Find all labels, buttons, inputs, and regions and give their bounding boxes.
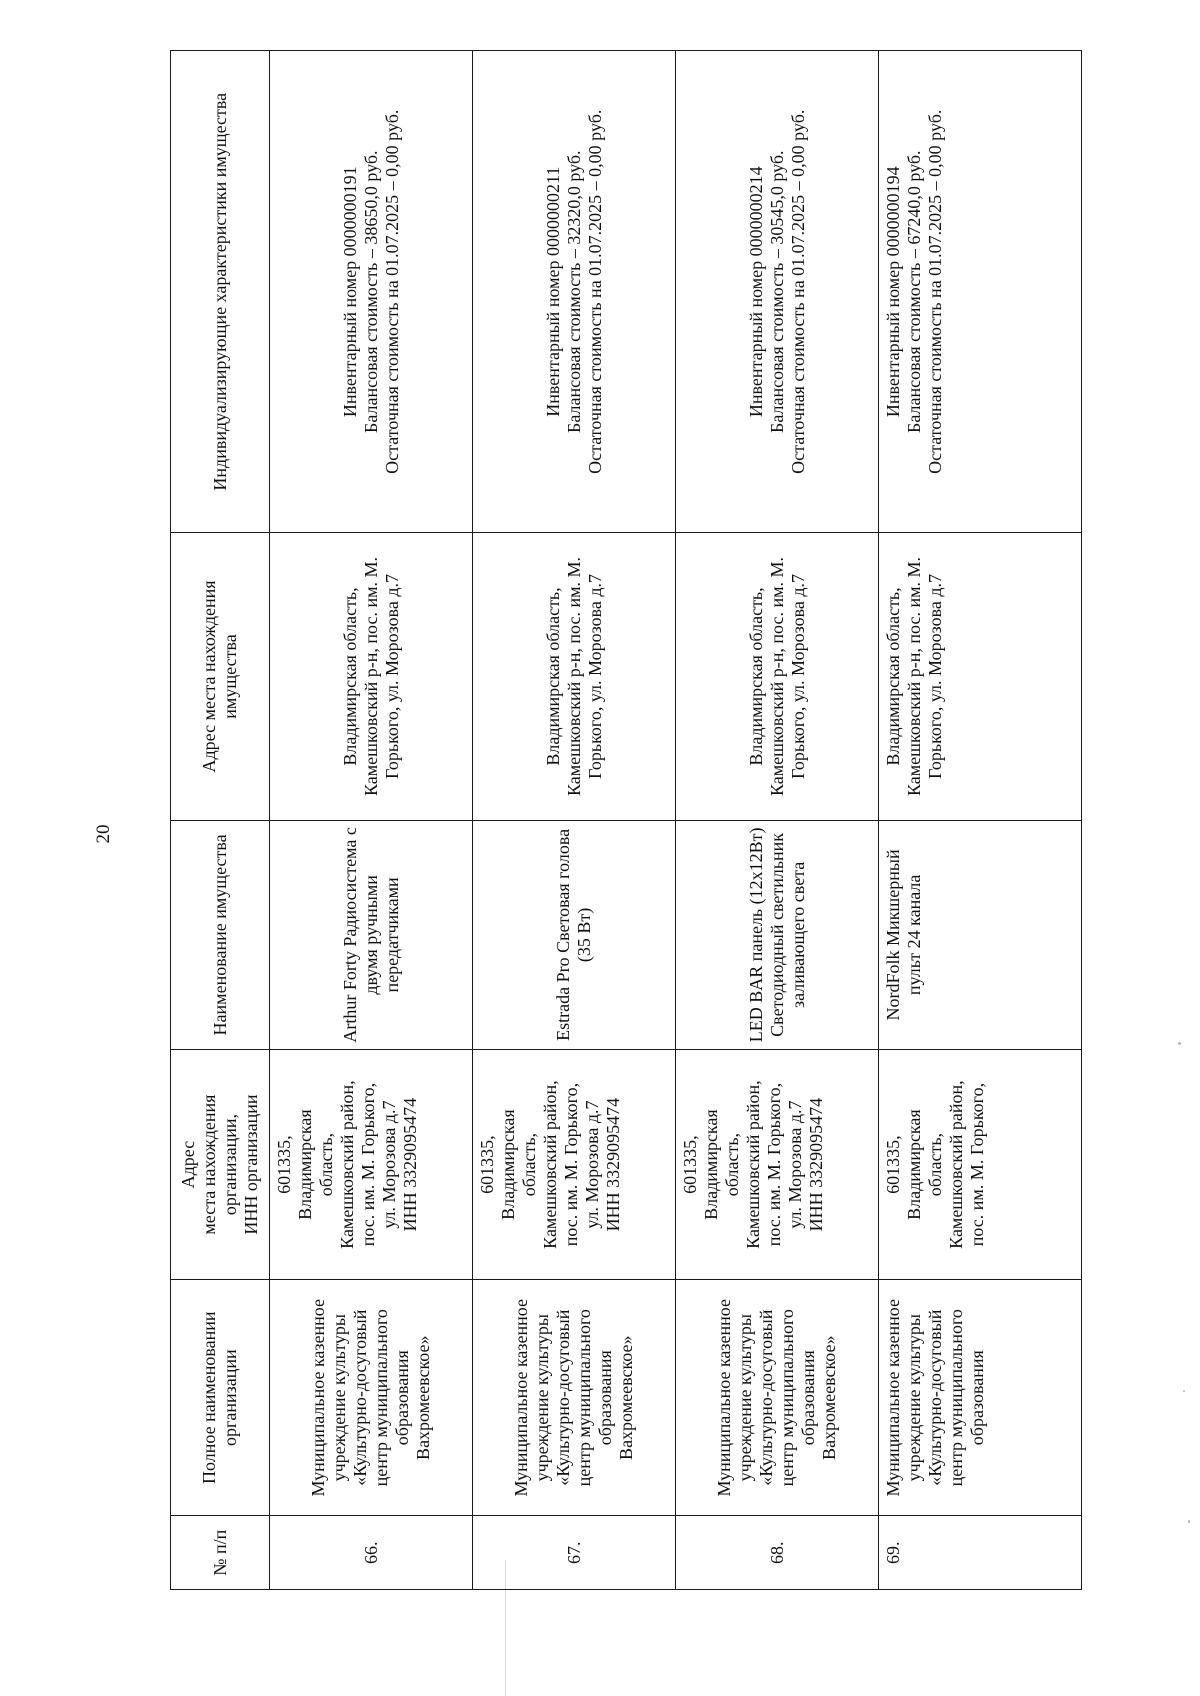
item-characteristics: Инвентарный номер 0000000191 Балансовая стоимость – 38650,0 руб. Остаточная стоимость на 01.07.2025 – 0,00 руб. <box>270 51 473 533</box>
item-characteristics: Инвентарный номер 0000000214 Балансовая стоимость – 30545,0 руб. Остаточная стоимость на 01.07.2025 – 0,00 руб. <box>676 51 879 533</box>
table-rotator <box>170 50 1070 1590</box>
organization-name: Муниципальное казенное учреждение культуры «Культурно-досуговый центр муниципального образования <box>879 1279 1082 1516</box>
organization-name: Муниципальное казенное учреждение культуры «Культурно-досуговый центр муниципального образования Вахромеевское» <box>270 1279 473 1516</box>
item-characteristics: Инвентарный номер 0000000211 Балансовая стоимость – 32320,0 руб. Остаточная стоимость на 01.07.2025 – 0,00 руб. <box>473 51 676 533</box>
row-number: 69. <box>879 1516 1082 1590</box>
item-name: NordFolk Микшерный пульт 24 канала <box>879 820 1082 1050</box>
table-row <box>879 51 1082 1590</box>
scan-speck <box>1183 1390 1185 1392</box>
table-header-row <box>171 51 270 1590</box>
organization-address: 601335, Владимирская область, Камешковский район, пос. им. М. Горького, ул. Морозова д.7 ИНН 3329095474 <box>473 1050 676 1280</box>
item-characteristics: Инвентарный номер 0000000194 Балансовая стоимость – 67240,0 руб. Остаточная стоимость на 01.07.2025 – 0,00 руб. <box>879 51 1082 533</box>
row-number: 68. <box>676 1516 879 1590</box>
item-address: Владимирская область, Камешковский р-н, пос. им. М. Горького, ул. Морозова д.7 <box>270 533 473 820</box>
organization-address: 601335, Владимирская область, Камешковский район, пос. им. М. Горького, <box>879 1050 1082 1280</box>
table-row <box>676 51 879 1590</box>
page-number: 20 <box>93 824 114 844</box>
row-number: 66. <box>270 1516 473 1590</box>
header-item-address: Адрес места нахождения имущества <box>171 533 270 820</box>
organization-name: Муниципальное казенное учреждение культуры «Культурно-досуговый центр муниципального образования Вахромеевское» <box>473 1279 676 1516</box>
organization-address: 601335, Владимирская область, Камешковский район, пос. им. М. Горького, ул. Морозова д.7 ИНН 3329095474 <box>676 1050 879 1280</box>
table-row <box>270 51 473 1590</box>
header-number: № п/п <box>171 1516 270 1590</box>
header-organization: Полное наименовании организации <box>171 1279 270 1516</box>
item-name: Arthur Forty Радиосистема с двумя ручными передатчиками <box>270 820 473 1050</box>
header-organization-address: Адрес места нахождения организации, ИНН организации <box>171 1050 270 1280</box>
table-row <box>473 51 676 1590</box>
header-characteristics: Индивидуализирующие характеристики имущества <box>171 51 270 533</box>
item-name: LED BAR панель (12х12Вт) Светодиодный светильник заливающего света <box>676 820 879 1050</box>
item-address: Владимирская область, Камешковский р-н, пос. им. М. Горького, ул. Морозова д.7 <box>473 533 676 820</box>
item-address: Владимирская область, Камешковский р-н, пос. им. М. Горького, ул. Морозова д.7 <box>676 533 879 820</box>
scan-speck <box>1178 1042 1181 1045</box>
header-item-name: Наименование имущества <box>171 820 270 1050</box>
scan-speck <box>1188 1520 1190 1523</box>
item-address: Владимирская область, Камешковский р-н, пос. им. М. Горького, ул. Морозова д.7 <box>879 533 1082 820</box>
property-registry-table <box>170 50 1082 1590</box>
organization-address: 601335, Владимирская область, Камешковский район, пос. им. М. Горького, ул. Морозова д.7 ИНН 3329095474 <box>270 1050 473 1280</box>
organization-name: Муниципальное казенное учреждение культуры «Культурно-досуговый центр муниципального образования Вахромеевское» <box>676 1279 879 1516</box>
item-name: Estrada Pro Световая голова (35 Вт) <box>473 820 676 1050</box>
row-number: 67. <box>473 1516 676 1590</box>
